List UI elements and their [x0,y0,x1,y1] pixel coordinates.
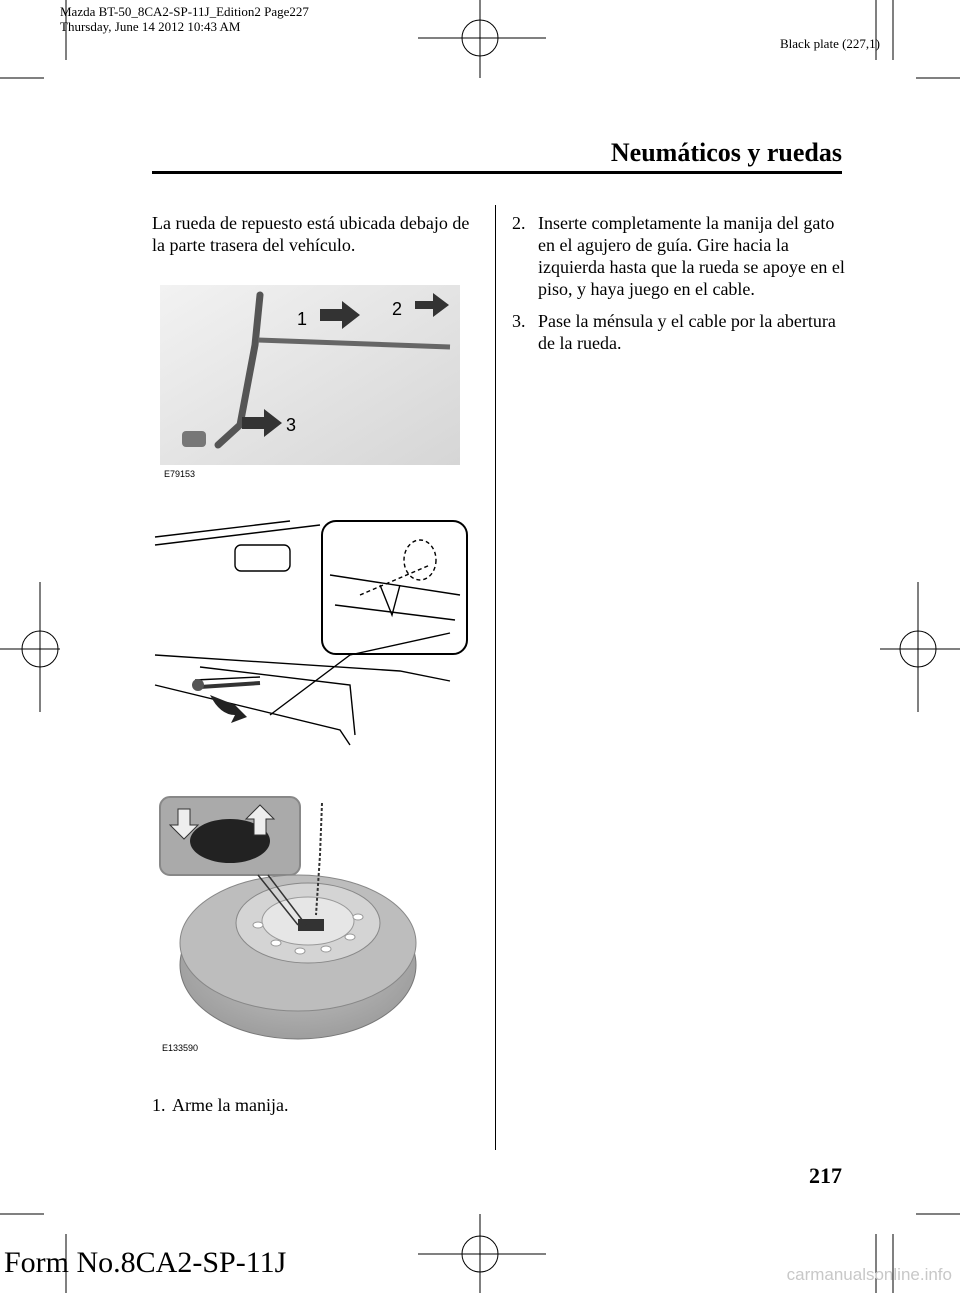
step-1-number: 1. [152,1095,166,1115]
callout-2: 2 [392,299,403,319]
socket-end [182,431,206,447]
step-2 [512,212,852,300]
title-rule [152,171,842,174]
callout-3: 3 [286,415,297,435]
column-divider [495,205,496,1150]
step-2-number: 2. [512,213,526,233]
figure-code-1: E79153 [164,469,196,479]
section-title: Neumáticos y ruedas [610,138,842,167]
intro-paragraph: La rueda de repuesto está ubicada debajo de la parte trasera del vehículo. [152,213,470,255]
step-1 [152,1095,288,1116]
step-3 [512,310,852,354]
plate-label: Black plate (227,1) [780,36,880,51]
form-number: Form No.8CA2-SP-11J [4,1246,287,1279]
print-header-line1: Mazda BT-50_8CA2-SP-11J_Edition2 Page227 [60,4,309,19]
callout-1: 1 [297,309,308,329]
figure-code-3: E133590 [162,1043,199,1053]
step-3-text: Pase la ménsula y el cable por la abertura de la rueda. [538,311,836,353]
print-header-line2: Thursday, June 14 2012 10:43 AM [60,19,241,34]
page-number: 217 [809,1163,842,1188]
figure-spare-tire [158,795,448,1055]
rotate-arrow [210,695,247,723]
steps-list [512,212,852,364]
step-1-text: Arme la manija. [172,1095,289,1115]
step-3-number: 3. [512,311,526,331]
watermark: carmanualsonline.info [786,1265,952,1284]
figure-guide-hole [150,515,470,760]
step-2-text: Inserte completamente la manija del gato en el agujero de guía. Gire hacia la izquierda hasta que la rueda se apoye en el piso, y haya juego en el cable. [538,213,845,299]
figure-jack-handle [160,285,460,485]
